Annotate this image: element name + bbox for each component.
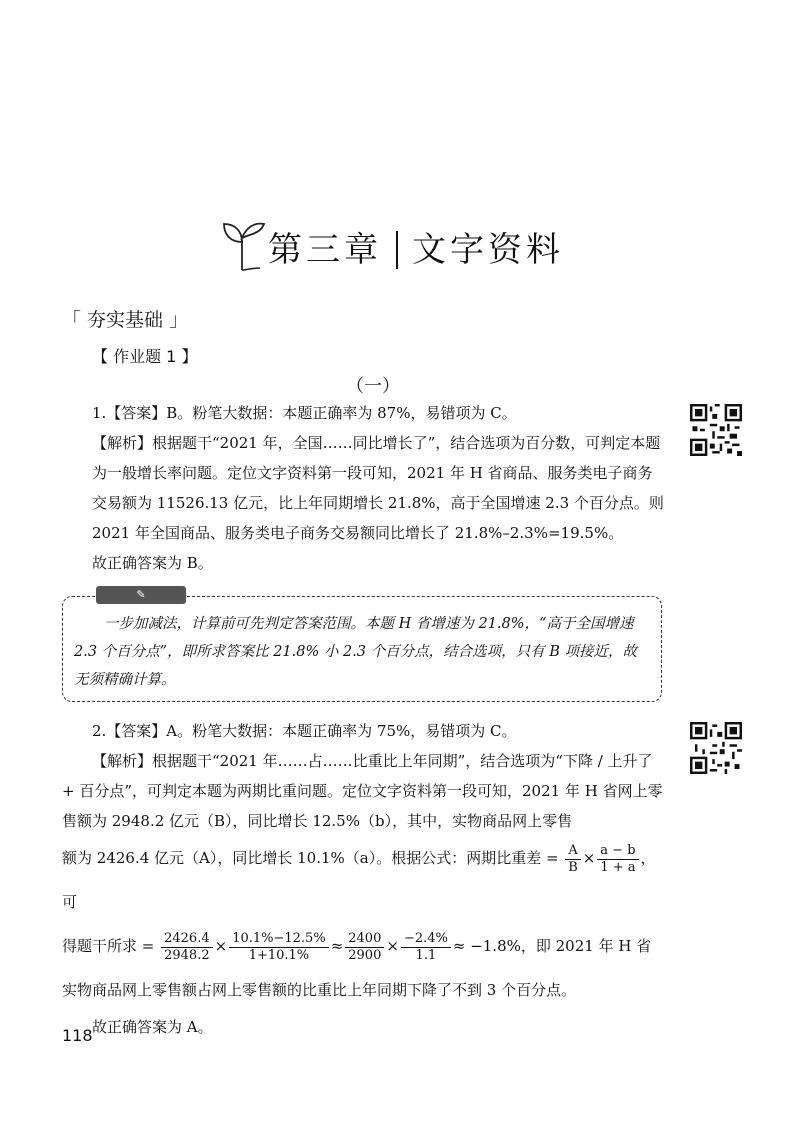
qr-code-icon[interactable] [690,404,742,456]
q2-analysis-2-suffix: ，可 [62,849,656,911]
q2-analysis-1: 【解析】根据题干“2021 年……占……比重比上年同期”，结合选项为“下降 / 上升了 + 百分点”，可判定本题为两期比重问题。定位文字资料第一段可知，2021 年 H 省网上零售额为 2948.2 亿元（B），同比增长 12.5%（b），其中，实物商品网上零售 [62,752,663,830]
q2-answer: 2.【答案】A。粉笔大数据：本题正确率为 75%，易错项为 C。 [92,722,517,740]
fraction-denominator: 1.1 [415,947,437,963]
q2-analysis-2-prefix: 额为 2426.4 亿元（A），同比增长 10.1%（a）。根据公式：两期比重差 = [62,849,564,867]
question-2 [62,716,664,1042]
q2-analysis-3-prefix: 得题干所求 = [62,937,160,955]
part-heading: （一） [346,376,400,397]
tip-label-graphic: ✎ [96,586,186,604]
q2-analysis-3-suffix: ，即 2021 年 H 省实物商品网上零售额占网上零售额的比重比上年同期下降了不到 3 个百分点。 [62,937,652,999]
fraction-denominator: B [568,859,578,875]
homework-heading: 【 作业题 1 】 [92,347,198,366]
fraction-4 [401,931,451,964]
fraction-1 [161,931,213,964]
fraction-numerator: a − b [597,843,638,860]
chapter-number: 第三章 [268,230,382,270]
chapter-title [220,208,564,280]
tip-text [74,610,648,694]
fraction-rates [597,843,638,876]
fraction-denominator: 1+10.1% [248,947,310,963]
qr-code-icon[interactable] [690,722,742,774]
fraction-numerator: A [565,843,580,860]
fraction-numerator: −2.4% [401,931,451,948]
page-number: 118 [62,1026,93,1045]
fraction-2 [229,931,329,964]
fraction-numerator: 2400 [345,931,384,948]
sprout-icon [220,212,266,272]
title-separator [396,231,398,269]
fraction-3 [345,931,384,964]
chapter-subtitle: 文字资料 [412,230,564,270]
fraction-numerator: 2426.4 [161,931,213,948]
fraction-denominator: 1 + a [600,859,636,875]
q2-conclusion: 故正确答案为 A。 [92,1018,213,1036]
question-1 [62,398,664,578]
section-heading: 「 夯实基础 」 [62,309,189,331]
fraction-denominator: 2948.2 [164,947,210,963]
q1-answer: 1.【答案】B。粉笔大数据：本题正确率为 87%，易错项为 C。 [92,404,517,422]
tip-paragraph: 一步加减法，计算前可先判定答案范围。本题 H 省增速为 21.8%，“高于全国增速 2.3 个百分点”，即所求答案比 21.8% 小 2.3 个百分点，结合选项，只有 B 项接近，故无须精确计算。 [74,616,638,688]
q2-analysis-2: 额为 2426.4 亿元（A），同比增长 10.1%（a）。根据公式：两期比重差 = $\frac{A}{B}$ × $\frac{a - b}{1 + a}$ ，可 [62,842,656,911]
q2-analysis-3: 得题干所求 = $\frac{2426.4}{2948.2}$ × $\frac{10.1\%-12.5\%}{1+10.1\%}$ ≈ $\frac{2400}{2900}$ × $\frac{-2.4\%}{1.1}$ ≈ −1.8%，即 2021 年 H 省实物商品网上零售额占网上零售额的比重比上年同期下降了不到 3 个百分点。 [62,930,652,999]
fraction-a-b [565,843,580,876]
q1-analysis: 【解析】根据题干“2021 年，全国……同比增长了”，结合选项为百分数，可判定本题为一般增长率问题。定位文字资料第一段可知，2021 年 H 省商品、服务类电子商务交易额为 11526.13 亿元，比上年同期增长 21.8%，高于全国增速 2.3 个百分点。则 2021 年全国商品、服务类电子商务交易额同比增长了 21.8%–2.3%=19.5%。 [92,434,664,542]
fraction-numerator: 10.1%−12.5% [229,931,329,948]
fraction-denominator: 2900 [348,947,382,963]
formula-result: ≈ −1.8% [452,937,521,955]
q1-conclusion: 故正确答案为 B。 [92,554,213,572]
